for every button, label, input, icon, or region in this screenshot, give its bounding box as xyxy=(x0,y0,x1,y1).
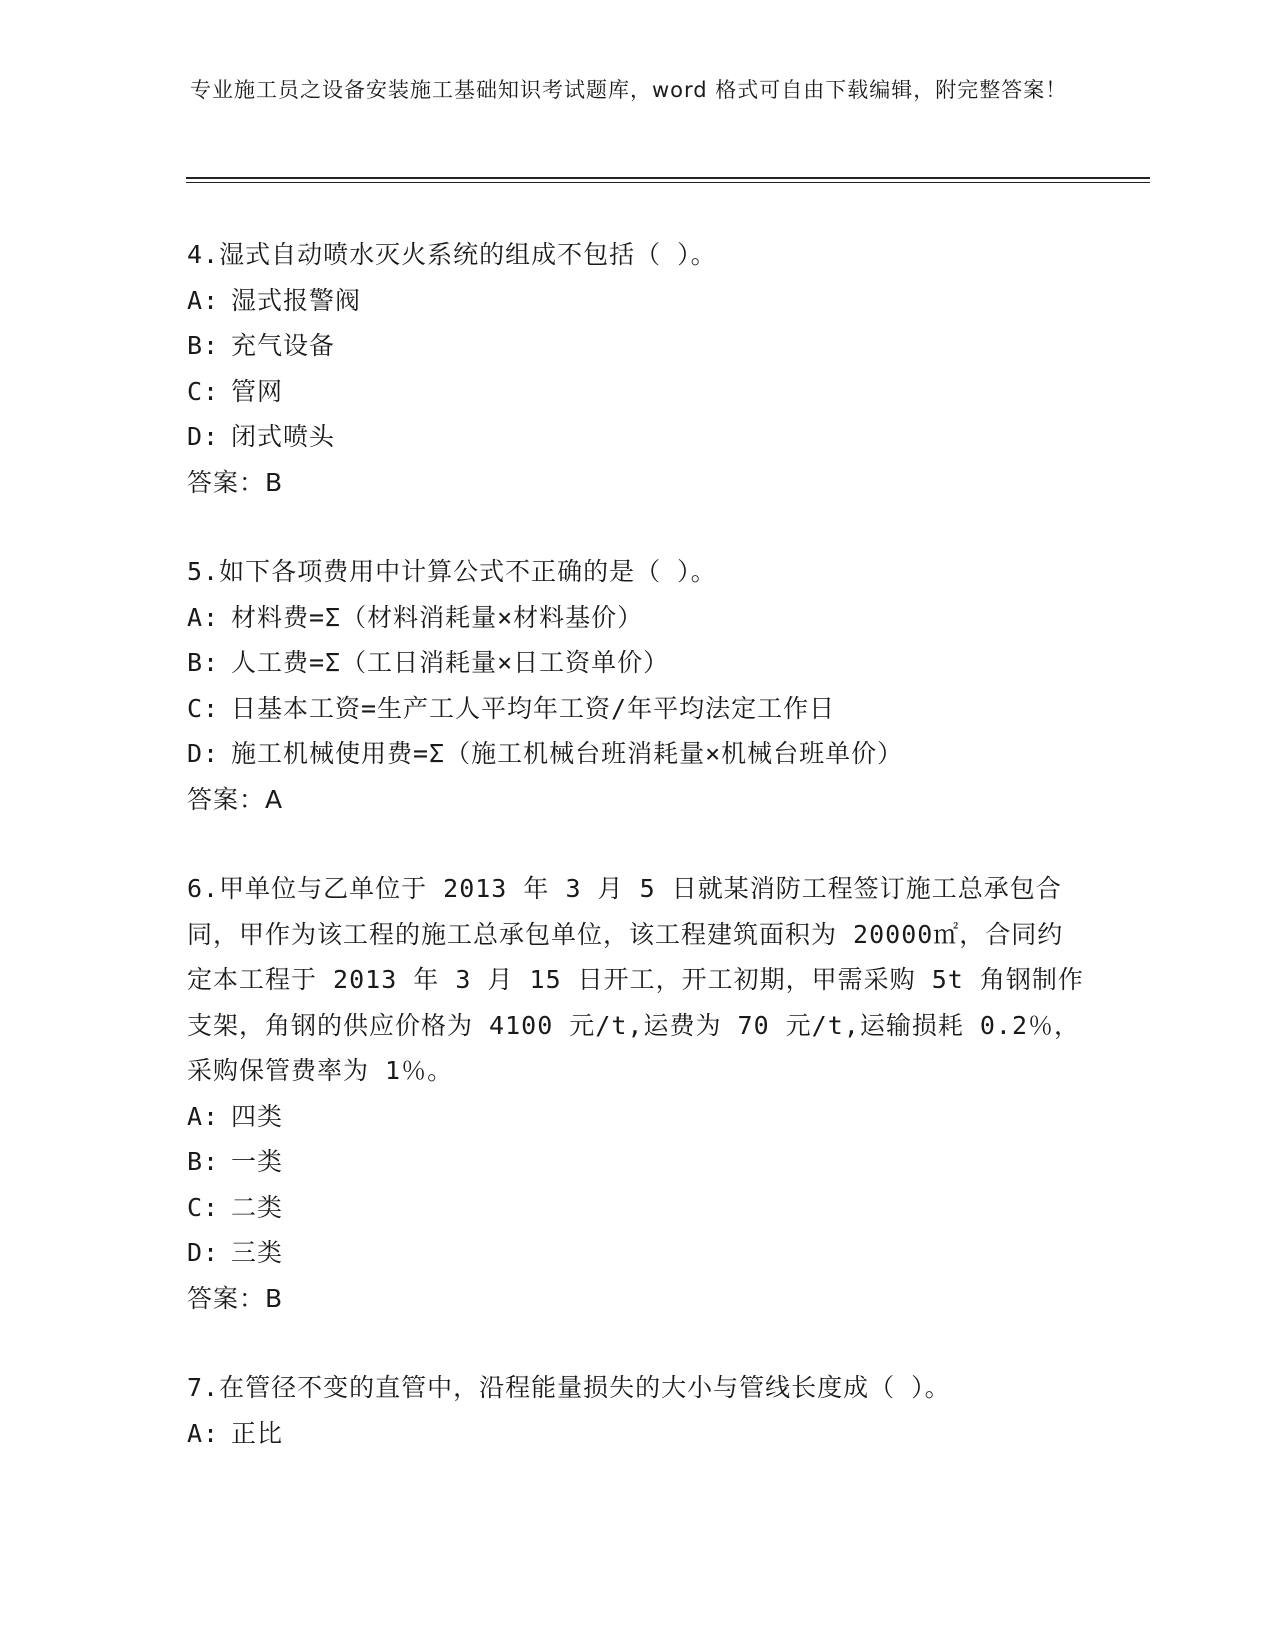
option-label: A: xyxy=(187,1418,220,1448)
option-b xyxy=(187,1139,1087,1185)
option-text: 一类 xyxy=(231,1147,284,1176)
question-list xyxy=(187,232,1087,1500)
header-divider-thin xyxy=(186,182,1150,183)
answer-line: 答案：B xyxy=(187,1283,284,1313)
option-label: A: xyxy=(187,602,220,632)
option-d xyxy=(187,731,1087,777)
option-a xyxy=(187,595,1087,641)
option-label: A: xyxy=(187,285,220,315)
option-label: B: xyxy=(187,1147,220,1176)
answer-line: 答案：B xyxy=(187,467,284,497)
header-divider-thick xyxy=(186,177,1150,179)
option-c xyxy=(187,369,1087,415)
question-7 xyxy=(187,1365,1087,1456)
option-text: 正比 xyxy=(231,1418,284,1448)
option-text: 施工机械使用费=Σ（施工机械台班消耗量×机械台班单价） xyxy=(231,739,904,768)
question-stem: 7.在管径不变的直管中，沿程能量损失的大小与管线长度成（ ）。 xyxy=(187,1373,951,1402)
question-stem: 6.甲单位与乙单位于 2013 年 3 月 5 日就某消防工程签订施工总承包合同，甲作为该工程的施工总承包单位，该工程建筑面积为 20000㎡，合同约定本工程于 2013 年 3 月 15 日开工，开工初期，甲需采购 5t 角钢制作支架，角钢的供应价格为 4100 元/t,运费为 70 元/t,运输损耗 0.2％，采购保管费率为 1％。 xyxy=(187,874,1084,1085)
option-a xyxy=(187,1411,1087,1457)
option-label: B: xyxy=(187,331,220,360)
option-label: D: xyxy=(187,1238,220,1267)
question-stem: 5.如下各项费用中计算公式不正确的是（ ）。 xyxy=(187,557,717,586)
question-4 xyxy=(187,232,1087,505)
header-intro-text: 专业施工员之设备安装施工基础知识考试题库，word 格式可自由下载编辑，附完整答案！ xyxy=(190,78,1068,102)
option-label: A: xyxy=(187,1101,220,1131)
option-text: 四类 xyxy=(231,1101,284,1131)
option-label: B: xyxy=(187,648,220,677)
answer-line: 答案：A xyxy=(187,784,284,814)
option-c xyxy=(187,1185,1087,1231)
option-text: 三类 xyxy=(231,1238,284,1267)
option-label: C: xyxy=(187,1192,220,1222)
option-a xyxy=(187,278,1087,324)
question-stem: 4.湿式自动喷水灭火系统的组成不包括（ ）。 xyxy=(187,240,717,269)
option-text: 湿式报警阀 xyxy=(231,285,362,315)
option-text: 二类 xyxy=(231,1192,284,1222)
option-label: D: xyxy=(187,739,220,768)
option-b xyxy=(187,640,1087,686)
option-text: 日基本工资=生产工人平均年工资/年平均法定工作日 xyxy=(231,693,836,723)
option-label: C: xyxy=(187,376,220,406)
option-d xyxy=(187,414,1087,460)
option-d xyxy=(187,1230,1087,1276)
question-6 xyxy=(187,866,1087,1321)
option-b xyxy=(187,323,1087,369)
option-text: 材料费=Σ（材料消耗量×材料基价） xyxy=(231,602,644,632)
option-label: C: xyxy=(187,693,220,723)
option-text: 闭式喷头 xyxy=(231,422,336,451)
option-text: 充气设备 xyxy=(231,331,336,360)
option-a xyxy=(187,1094,1087,1140)
document-header xyxy=(190,74,1090,106)
option-c xyxy=(187,686,1087,732)
option-text: 管网 xyxy=(231,376,284,406)
option-label: D: xyxy=(187,422,220,451)
option-text: 人工费=Σ（工日消耗量×日工资单价） xyxy=(231,648,670,677)
question-5 xyxy=(187,549,1087,822)
